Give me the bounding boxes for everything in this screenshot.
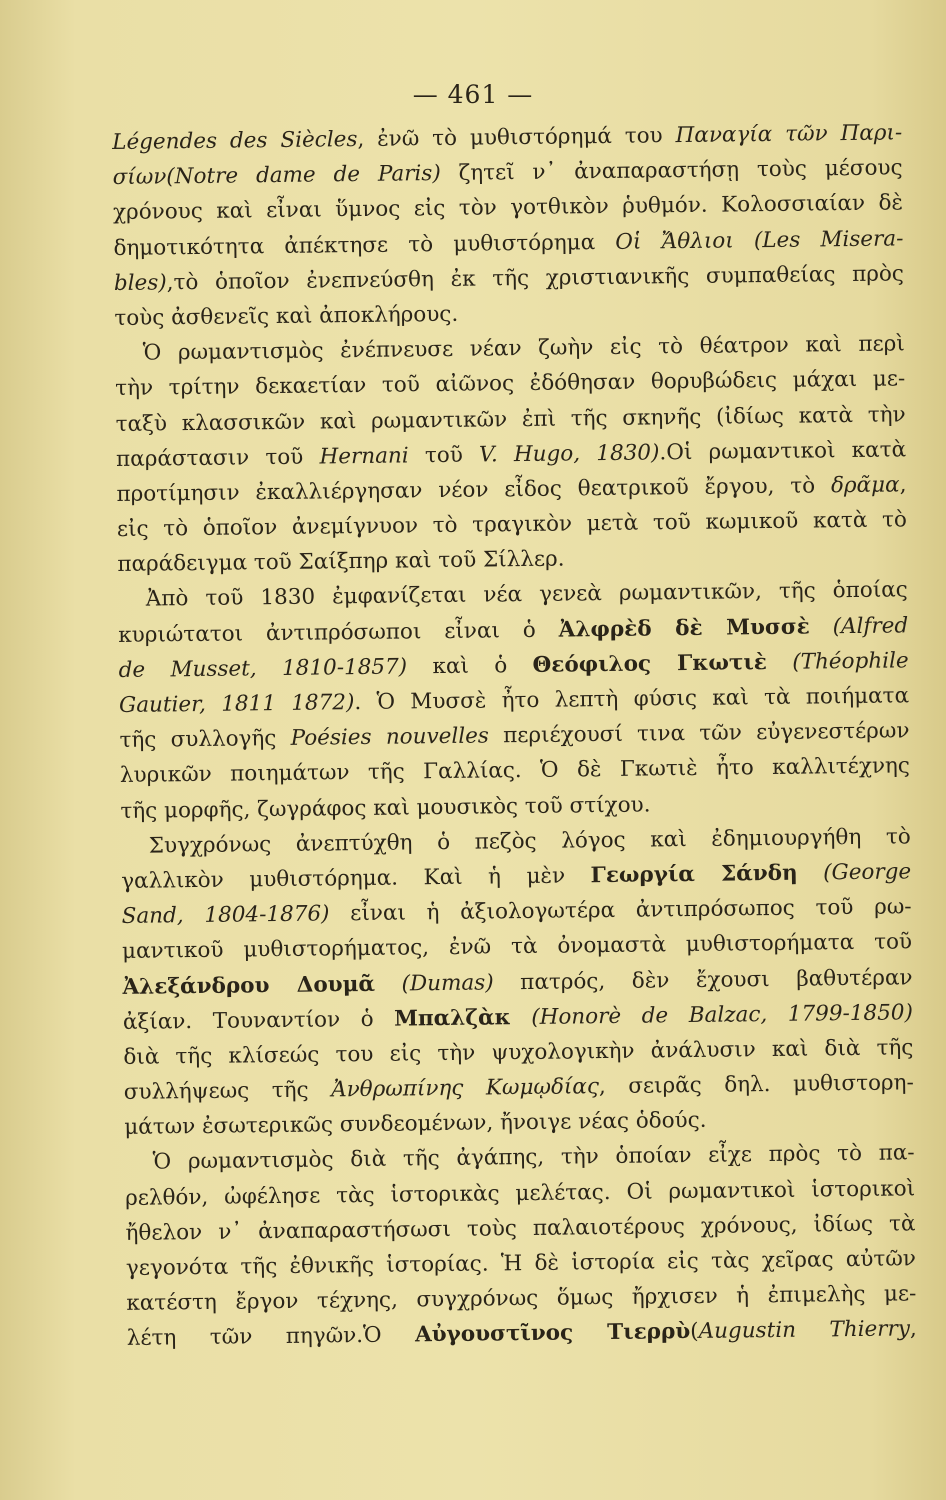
italic-text: (Honorè de Balzac, 1799-1850) — [531, 999, 914, 1030]
text-segment: ταξὺ κλασσικῶν καὶ ρωμαντικῶν ἐπὶ τῆς σκηνῆς (ἰδίως κατὰ τὴν — [115, 401, 906, 437]
text-segment: συλλήψεως τῆς — [123, 1077, 332, 1105]
italic-text: de Musset, 1810-1857) — [118, 654, 408, 683]
bold-name: Ἀλφρὲδ δὲ Μυσσὲ — [558, 614, 810, 643]
text-segment: τοῦ — [408, 442, 480, 469]
text-segment: λυρικῶν ποιημάτων τῆς Γαλλίας. Ὁ δὲ Γκωτιὲ ἦτο καλλιτέχνης — [119, 753, 911, 789]
text-segment: κυριώτατοι ἀντιπρόσωποι εἶναι ὁ — [118, 617, 559, 648]
italic-text: δρᾶμα — [830, 472, 900, 499]
text-segment: ἀξίαν. Τουναντίον ὁ — [122, 1006, 395, 1035]
page-number: — 461 — — [412, 80, 534, 109]
italic-text: Ἀνθρωπίνης Κωμῳδίας — [330, 1074, 600, 1103]
text-segment: περιέχουσί τινα τῶν εὐγενεστέρων — [488, 718, 910, 749]
text-segment — [375, 971, 402, 996]
text-segment: μάτων ἐσωτερικῶς συνδεομένων, ἤνοιγε νέας ὁδούς. — [124, 1108, 707, 1141]
text-segment: προτίμησιν ἐκαλλιέργησαν νέον εἶδος θεατρικοῦ ἔργου, τὸ — [116, 473, 832, 507]
italic-text: Hernani — [319, 443, 409, 470]
italic-text: σίων(Notre dame de Paris) — [112, 161, 441, 191]
italic-text: (Théophile — [792, 648, 909, 675]
italic-text: Οἱ Ἄθλιοι (Les Misera- — [615, 225, 904, 255]
text-segment: γαλλικὸν μυθιστόρημα. Καὶ ἡ μὲν — [121, 863, 591, 894]
text-segment: εἶναι ἡ ἀξιολογωτέρα ἀντιπρόσωπος τοῦ ρω- — [329, 894, 912, 927]
text-segment: χρόνους καὶ εἶναι ὕμνος εἰς τὸν γοτθικὸν ῥυθμόν. Κολοσσιαίαν δὲ — [112, 190, 904, 226]
text-segment: λέτη τῶν πηγῶν.Ὁ — [126, 1322, 416, 1352]
bold-name: Αὐγουστῖνος Τιερρὺ — [414, 1319, 691, 1348]
text-segment: Ἀπὸ τοῦ 1830 ἐμφανίζεται νέα γενεὰ ρωμαντικῶν, τῆς ὁποίας — [145, 577, 908, 613]
text-segment: ζητεῖ ν᾽ ἀναπαραστήσῃ τοὺς μέσους — [440, 155, 903, 187]
text-segment: διὰ τῆς κλίσεώς του εἰς τὴν ψυχολογικὴν ἀνάλυσιν καὶ διὰ τῆς — [123, 1035, 914, 1070]
text-segment: , — [909, 1316, 917, 1342]
text-segment — [767, 650, 793, 675]
italic-text: Légendes des Siècles — [112, 127, 358, 155]
text-segment: κατέστη ἔργον τέχνης, συγχρόνως ὅμως ἤρχισεν ἡ ἐπιμελὴς με- — [126, 1281, 917, 1317]
text-segment: ρελθόν, ὠφέλησε τὰς ἱστορικὰς μελέτας. Οἱ ρωμαντικοὶ ἱστορικοὶ — [124, 1175, 916, 1211]
italic-text: Sand, 1804-1876) — [121, 901, 330, 930]
italic-text: Poésies nouvelles — [290, 723, 490, 752]
text-segment: τοὺς ἀσθενεῖς καὶ ἀποκλήρους. — [114, 301, 459, 331]
text-segment: καὶ ὁ — [406, 652, 533, 680]
text-segment: . Ὁ Μυσσὲ ἦτο λεπτὴ φύσις καὶ τὰ ποιήματα — [354, 683, 910, 716]
text-segment: ( — [690, 1319, 699, 1345]
text-segment: παράστασιν τοῦ — [115, 444, 320, 472]
text-segment: , — [899, 472, 907, 498]
italic-text: V. Hugo, 1830) — [478, 440, 660, 468]
bold-name: Ἀλεξάνδρου Δουμᾶ — [122, 971, 376, 1000]
text-segment: Ὁ ρωμαντισμὸς ἐνέπνευσε νέαν ζωὴν εἰς τὸ θέατρον καὶ περὶ — [142, 331, 905, 366]
text-segment: πατρός, δὲν ἔχουσι βαθυτέραν — [493, 964, 913, 995]
text-segment: , σειρᾶς δηλ. μυθιστορη- — [598, 1070, 914, 1100]
bold-name: Γεωργία Σάνδη — [590, 860, 798, 889]
bold-name: Μπαλζὰκ — [393, 1004, 511, 1032]
italic-text: Augustin Thierry — [698, 1316, 911, 1345]
text-segment: δημοτικότητα ἀπέκτησε τὸ μυθιστόρημα — [113, 229, 616, 261]
italic-text: (George — [823, 859, 912, 886]
text-segment: .Οἱ ρωμαντικοὶ κατὰ — [659, 437, 907, 466]
text-segment: τῆς συλλογῆς — [119, 726, 291, 754]
text-segment: ἤθελον ν᾽ ἀναπαραστήσωσι τοὺς παλαιοτέρους χρόνους, ἰδίως τὰ — [125, 1211, 916, 1246]
italic-text: Παναγία τῶν Παρι- — [675, 120, 903, 149]
italic-text: (Dumas) — [401, 969, 494, 997]
text-segment: ,τὸ ὁποῖον ἐνεπνεύσθη ἐκ τῆς χριστιανικῆς συμπαθείας πρὸς — [166, 261, 905, 296]
text-segment — [797, 860, 823, 885]
italic-text: bles) — [113, 270, 167, 296]
text-segment: τῆς μορφῆς, ζωγράφος καὶ μουσικὸς τοῦ στίχου. — [120, 792, 651, 824]
text-segment — [511, 1005, 532, 1030]
text-segment: εἰς τὸ ὁποῖον ἀνεμίγνυον τὸ τραγικὸν μετὰ τοῦ κωμικοῦ κατὰ τὸ — [116, 507, 908, 543]
text-segment: γεγονότα τῆς ἐθνικῆς ἱστορίας. Ἡ δὲ ἱστορία εἰς τὰς χεῖρας αὐτῶν — [125, 1246, 917, 1281]
bold-name: Θεόφιλος Γκωτιὲ — [532, 649, 768, 678]
text-segment: Συγχρόνως ἀνεπτύχθη ὁ πεζὸς λόγος καὶ ἐδημιουργήθη τὸ — [148, 824, 911, 859]
text-segment: , ἐνῶ τὸ μυθιστόρημά του — [357, 123, 676, 153]
text-segment: μαντικοῦ μυθιστορήματος, ἐνῶ τὰ ὀνομαστὰ μυθιστορήματα τοῦ — [121, 929, 913, 965]
text-segment: παράδειγμα τοῦ Σαίξπηρ καὶ τοῦ Σίλλερ. — [117, 546, 565, 578]
text-segment: τὴν τρίτην δεκαετίαν τοῦ αἰῶνος ἐδόθησαν θορυβώδεις μάχαι με- — [115, 366, 906, 402]
italic-text: Gautier, 1811 1872) — [118, 690, 355, 718]
italic-text: (Alfred — [832, 612, 909, 639]
text-segment — [810, 614, 833, 639]
body-text — [112, 115, 917, 1356]
text-segment: Ὁ ρωμαντισμὸς διὰ τῆς ἀγάπης, τὴν ὁποίαν εἶχε πρὸς τὸ πα- — [152, 1140, 915, 1176]
